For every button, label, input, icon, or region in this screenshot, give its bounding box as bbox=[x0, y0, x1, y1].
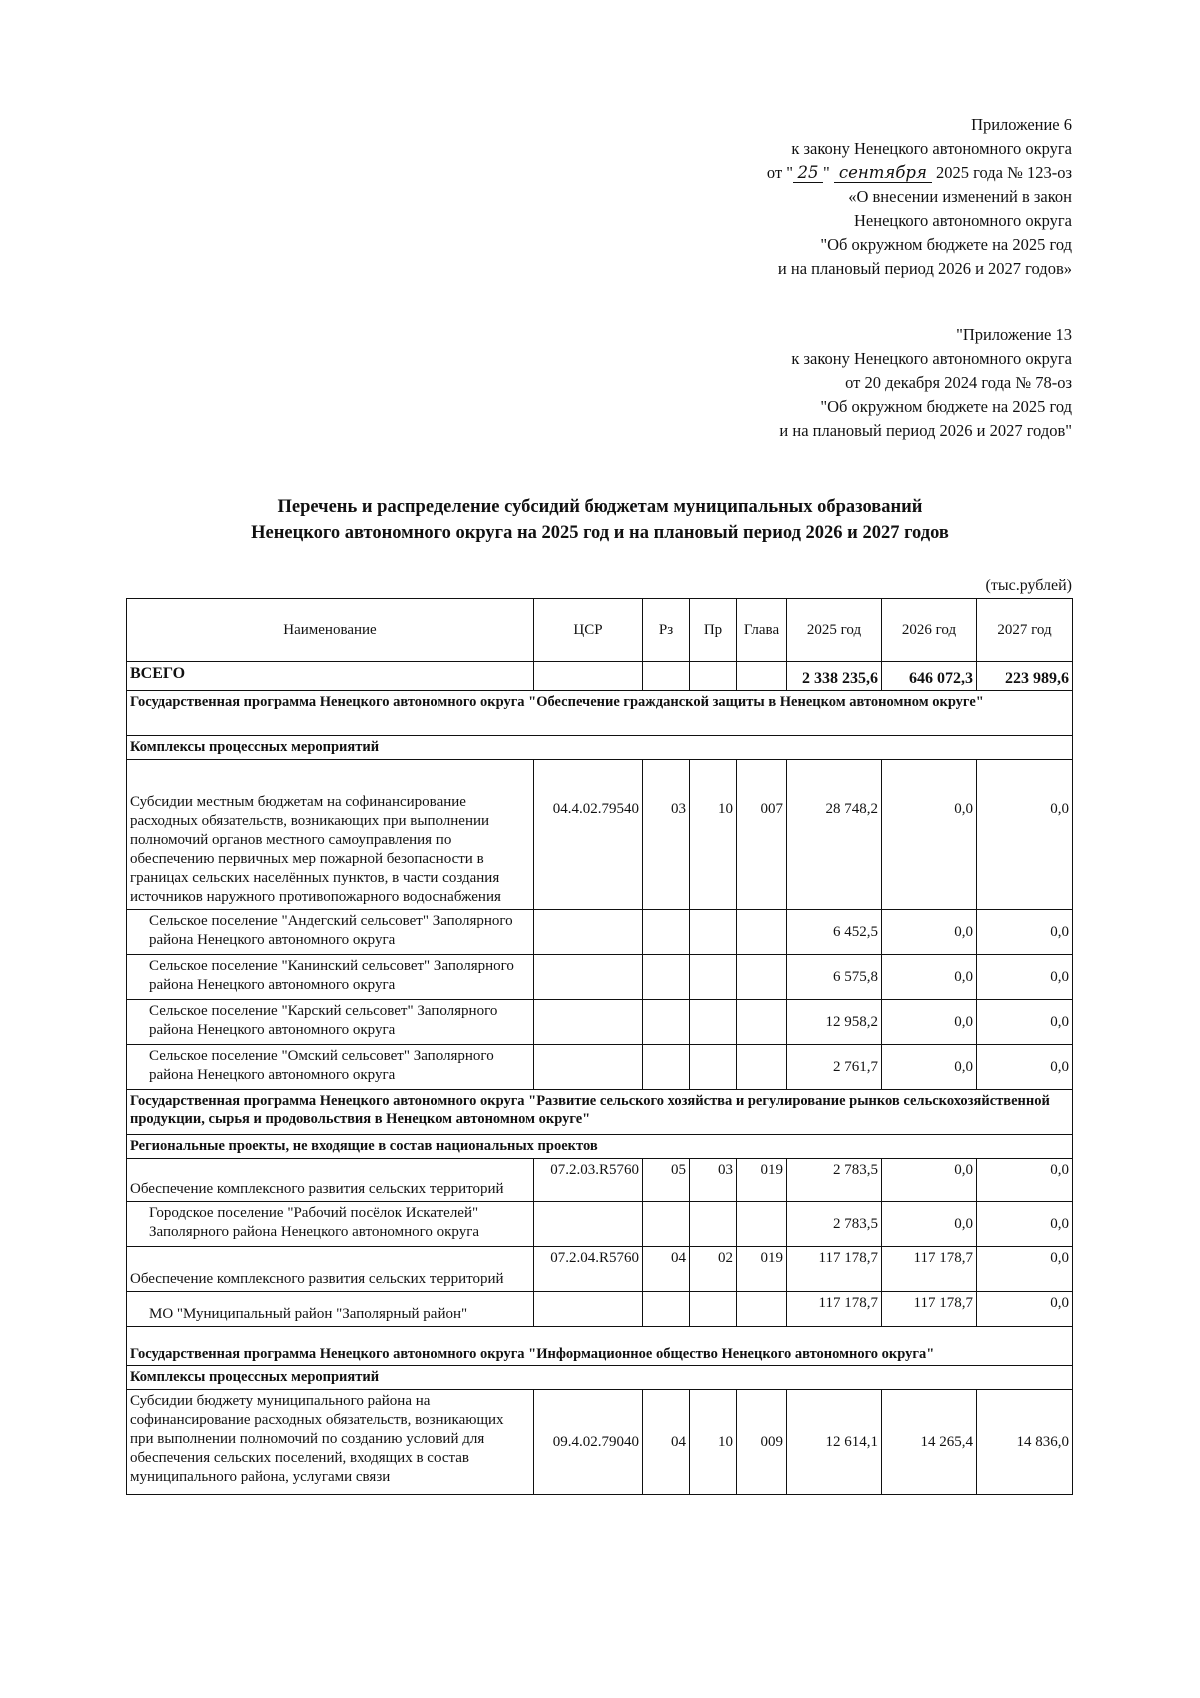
table-row bbox=[127, 1045, 1073, 1090]
row-2026: 0,0 bbox=[882, 1202, 977, 1247]
table-row bbox=[127, 910, 1073, 955]
table-row bbox=[127, 1000, 1073, 1045]
empty-cell bbox=[534, 1045, 643, 1090]
row-name: Городское поселение "Рабочий посёлок Искателей" Заполярного района Ненецкого автономного округа bbox=[127, 1202, 534, 1247]
date-suffix: 2025 года № 123-оз bbox=[931, 163, 1072, 182]
appendix-6-line6: "Об окружном бюджете на 2025 год bbox=[820, 235, 1072, 254]
document-title bbox=[0, 494, 1200, 546]
empty-cell bbox=[737, 1202, 787, 1247]
row-glava: 019 bbox=[737, 1247, 787, 1292]
appendix-13-date: от 20 декабря 2024 года № 78-оз bbox=[845, 373, 1072, 392]
row-name: Сельское поселение "Андегский сельсовет" Заполярного района Ненецкого автономного округа bbox=[127, 910, 534, 955]
table-row bbox=[127, 760, 1073, 910]
empty-cell bbox=[643, 1045, 690, 1090]
appendix-13-line5: и на плановый период 2026 и 2027 годов" bbox=[779, 421, 1072, 440]
appendix-6-line5: Ненецкого автономного округа bbox=[854, 211, 1072, 230]
empty-cell bbox=[534, 955, 643, 1000]
empty-cell bbox=[737, 1000, 787, 1045]
empty-cell bbox=[690, 910, 737, 955]
total-2025: 2 338 235,6 bbox=[787, 662, 882, 691]
row-2027: 0,0 bbox=[977, 1159, 1073, 1202]
handwritten-day: 25 bbox=[793, 164, 823, 183]
row-name: Обеспечение комплексного развития сельских территорий bbox=[127, 1159, 534, 1202]
total-2026: 646 072,3 bbox=[882, 662, 977, 691]
group-title: Комплексы процессных мероприятий bbox=[127, 1366, 1073, 1390]
row-name: Сельское поселение "Омский сельсовет" Заполярного района Ненецкого автономного округа bbox=[127, 1045, 534, 1090]
row-glava: 019 bbox=[737, 1159, 787, 1202]
program-row bbox=[127, 1090, 1073, 1135]
empty-cell bbox=[690, 1045, 737, 1090]
group-title: Комплексы процессных мероприятий bbox=[127, 736, 1073, 760]
appendix-13-title: "Приложение 13 bbox=[956, 325, 1072, 344]
table-header-row bbox=[127, 599, 1073, 662]
row-2025: 117 178,7 bbox=[787, 1292, 882, 1327]
empty-cell bbox=[643, 955, 690, 1000]
empty-cell bbox=[737, 1045, 787, 1090]
program-title: Государственная программа Ненецкого автономного округа "Развитие сельского хозяйства и регулирование рынков сельскохозяйственной продукции, сырья и продовольствия в Ненецком автономном округе" bbox=[127, 1090, 1073, 1135]
table-row bbox=[127, 1159, 1073, 1202]
empty-cell bbox=[737, 1292, 787, 1327]
row-2025: 6 452,5 bbox=[787, 910, 882, 955]
table-row bbox=[127, 1292, 1073, 1327]
row-csr: 04.4.02.79540 bbox=[534, 760, 643, 910]
row-pr: 10 bbox=[690, 1390, 737, 1495]
empty-cell bbox=[643, 1202, 690, 1247]
row-2025: 28 748,2 bbox=[787, 760, 882, 910]
appendix-6-title: Приложение 6 bbox=[971, 115, 1072, 134]
header-2025: 2025 год bbox=[787, 599, 882, 662]
row-2027: 0,0 bbox=[977, 1045, 1073, 1090]
row-2026: 117 178,7 bbox=[882, 1292, 977, 1327]
row-name: МО "Муниципальный район "Заполярный район" bbox=[127, 1292, 534, 1327]
header-glava: Глава bbox=[737, 599, 787, 662]
program-row bbox=[127, 691, 1073, 736]
document-title-line1: Перечень и распределение субсидий бюджетам муниципальных образований bbox=[277, 497, 923, 517]
row-2025: 2 761,7 bbox=[787, 1045, 882, 1090]
empty-cell bbox=[643, 910, 690, 955]
appendix-13-law: к закону Ненецкого автономного округа bbox=[791, 349, 1072, 368]
table-row bbox=[127, 1202, 1073, 1247]
empty-cell bbox=[643, 662, 690, 691]
empty-cell bbox=[690, 1202, 737, 1247]
empty-cell bbox=[737, 910, 787, 955]
total-2027: 223 989,6 bbox=[977, 662, 1073, 691]
header-rz: Рз bbox=[643, 599, 690, 662]
empty-cell bbox=[690, 1000, 737, 1045]
row-csr: 07.2.04.R5760 bbox=[534, 1247, 643, 1292]
row-csr: 07.2.03.R5760 bbox=[534, 1159, 643, 1202]
empty-cell bbox=[643, 1000, 690, 1045]
row-pr: 03 bbox=[690, 1159, 737, 1202]
row-rz: 04 bbox=[643, 1247, 690, 1292]
row-name: Субсидии бюджету муниципального района на софинансирование расходных обязательств, возникающих при выполнении полномочий по созданию условий для обеспечения сельских поселений, входящих в состав муниципального района, услугами связи bbox=[127, 1390, 534, 1495]
row-glava: 007 bbox=[737, 760, 787, 910]
row-2026: 0,0 bbox=[882, 760, 977, 910]
row-2025: 12 958,2 bbox=[787, 1000, 882, 1045]
table-row bbox=[127, 1390, 1073, 1495]
appendix-6-line4: «О внесении изменений в закон bbox=[848, 187, 1072, 206]
row-2026: 0,0 bbox=[882, 1159, 977, 1202]
appendix-13-block bbox=[779, 323, 1072, 443]
row-rz: 04 bbox=[643, 1390, 690, 1495]
empty-cell bbox=[737, 955, 787, 1000]
row-rz: 03 bbox=[643, 760, 690, 910]
row-2025: 6 575,8 bbox=[787, 955, 882, 1000]
row-rz: 05 bbox=[643, 1159, 690, 1202]
empty-cell bbox=[534, 910, 643, 955]
row-2027: 14 836,0 bbox=[977, 1390, 1073, 1495]
row-2027: 0,0 bbox=[977, 955, 1073, 1000]
unit-label: (тыс.рублей) bbox=[985, 577, 1072, 594]
subsidy-table bbox=[126, 598, 1073, 1495]
header-name: Наименование bbox=[127, 599, 534, 662]
row-2026: 0,0 bbox=[882, 955, 977, 1000]
row-2025: 2 783,5 bbox=[787, 1202, 882, 1247]
row-2027: 0,0 bbox=[977, 1000, 1073, 1045]
row-name: Субсидии местным бюджетам на софинансирование расходных обязательств, возникающих при выполнении полномочий органов местного самоуправления по обеспечению первичных мер пожарной безопасности в границах сельских населённых пунктов, в части создания источников наружного противопожарного водоснабжения bbox=[127, 760, 534, 910]
empty-cell bbox=[534, 1292, 643, 1327]
empty-cell bbox=[643, 1292, 690, 1327]
row-pr: 02 bbox=[690, 1247, 737, 1292]
header-csr: ЦСР bbox=[534, 599, 643, 662]
row-2027: 0,0 bbox=[977, 1247, 1073, 1292]
row-2027: 0,0 bbox=[977, 760, 1073, 910]
program-row bbox=[127, 1327, 1073, 1366]
table-row bbox=[127, 1247, 1073, 1292]
row-name: Сельское поселение "Карский сельсовет" Заполярного района Ненецкого автономного округа bbox=[127, 1000, 534, 1045]
header-2027: 2027 год bbox=[977, 599, 1073, 662]
row-2025: 12 614,1 bbox=[787, 1390, 882, 1495]
empty-cell bbox=[690, 955, 737, 1000]
group-row bbox=[127, 1135, 1073, 1159]
appendix-6-law: к закону Ненецкого автономного округа bbox=[791, 139, 1072, 158]
empty-cell bbox=[690, 1292, 737, 1327]
total-row bbox=[127, 662, 1073, 691]
appendix-6-date bbox=[767, 161, 1072, 185]
appendix-6-line7: и на плановый период 2026 и 2027 годов» bbox=[777, 259, 1072, 278]
date-mid: " bbox=[823, 163, 834, 182]
row-2027: 0,0 bbox=[977, 1202, 1073, 1247]
handwritten-month: сентября bbox=[834, 164, 932, 183]
row-csr: 09.4.02.79040 bbox=[534, 1390, 643, 1495]
document-title-line2: Ненецкого автономного округа на 2025 год и на плановый период 2026 и 2027 годов bbox=[251, 523, 949, 543]
total-label: ВСЕГО bbox=[127, 662, 534, 691]
row-name: Сельское поселение "Канинский сельсовет" Заполярного района Ненецкого автономного округа bbox=[127, 955, 534, 1000]
empty-cell bbox=[534, 1202, 643, 1247]
row-2025: 2 783,5 bbox=[787, 1159, 882, 1202]
row-glava: 009 bbox=[737, 1390, 787, 1495]
row-name: Обеспечение комплексного развития сельских территорий bbox=[127, 1247, 534, 1292]
group-row bbox=[127, 1366, 1073, 1390]
empty-cell bbox=[737, 662, 787, 691]
row-pr: 10 bbox=[690, 760, 737, 910]
empty-cell bbox=[534, 1000, 643, 1045]
group-title: Региональные проекты, не входящие в состав национальных проектов bbox=[127, 1135, 1073, 1159]
row-2027: 0,0 bbox=[977, 910, 1073, 955]
row-2026: 117 178,7 bbox=[882, 1247, 977, 1292]
row-2025: 117 178,7 bbox=[787, 1247, 882, 1292]
empty-cell bbox=[534, 662, 643, 691]
header-pr: Пр bbox=[690, 599, 737, 662]
row-2026: 0,0 bbox=[882, 1000, 977, 1045]
appendix-13-line4: "Об окружном бюджете на 2025 год bbox=[820, 397, 1072, 416]
program-title: Государственная программа Ненецкого автономного округа "Информационное общество Ненецкого автономного округа" bbox=[127, 1327, 1073, 1366]
date-prefix: от " bbox=[766, 163, 794, 182]
group-row bbox=[127, 736, 1073, 760]
program-title: Государственная программа Ненецкого автономного округа "Обеспечение гражданской защиты в Ненецком автономном округе" bbox=[127, 691, 1073, 736]
row-2027: 0,0 bbox=[977, 1292, 1073, 1327]
header-2026: 2026 год bbox=[882, 599, 977, 662]
row-2026: 0,0 bbox=[882, 910, 977, 955]
row-2026: 14 265,4 bbox=[882, 1390, 977, 1495]
table-row bbox=[127, 955, 1073, 1000]
empty-cell bbox=[690, 662, 737, 691]
appendix-6-block bbox=[767, 113, 1072, 281]
row-2026: 0,0 bbox=[882, 1045, 977, 1090]
